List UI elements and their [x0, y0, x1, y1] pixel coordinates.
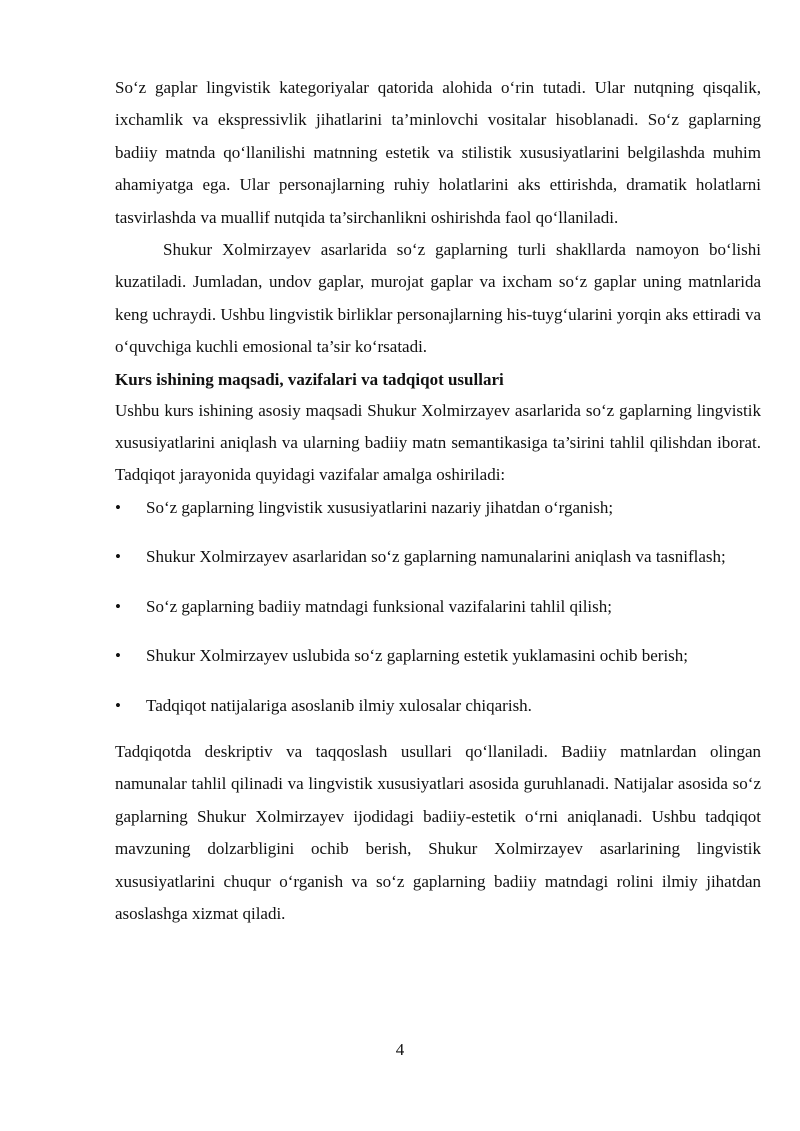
list-item: [115, 492, 761, 524]
section-heading: Kurs ishining maqsadi, vazifalari va tadqiqot usullari: [115, 369, 504, 389]
list-item: [115, 690, 761, 722]
list-item: [115, 640, 761, 672]
intro-paragraph-1: So‘z gaplar lingvistik kategoriyalar qatorida alohida o‘rin tutadi. Ular nutqning qisqalik, ixchamlik va ekspressivlik jihatlarini ta’minlovchi vositalar hisoblanadi. So‘z gaplarning badiiy matnda qo‘llanilishi matnning estetik va stilistik xususiyatlarini belgilashda muhim ahamiyatga ega. Ular personajlarning ruhiy holatlarini aks ettirishda, dramatik holatlarni tasvirlashda va muallif nutqida ta’sirchanlikni oshirishda faol qo‘llaniladi.: [115, 78, 761, 227]
tasks-list: [115, 492, 761, 722]
bullet-icon: •: [115, 497, 121, 517]
list-item-text: So‘z gaplarning lingvistik xususiyatlarini nazariy jihatdan o‘rganish;: [146, 497, 614, 517]
bullet-icon: •: [115, 596, 121, 616]
list-item-text: Shukur Xolmirzayev uslubida so‘z gaplarning estetik yuklamasini ochib berish;: [146, 646, 688, 666]
document-body: [115, 72, 761, 930]
bullet-icon: •: [115, 547, 121, 567]
bullet-icon: •: [115, 646, 121, 666]
list-item-text: Tadqiqot natijalariga asoslanib ilmiy xulosalar chiqarish.: [146, 695, 532, 715]
intro-paragraph-2: Shukur Xolmirzayev asarlarida so‘z gaplarning turli shakllarda namoyon bo‘lishi kuzatiladi. Jumladan, undov gaplar, murojat gaplar va ixcham so‘z gaplar uning matnlarida keng uchraydi. Ushbu lingvistik birliklar personajlarning his-tuyg‘ularini yorqin aks ettiradi va o‘quvchiga kuchli emosional ta’sir ko‘rsatadi.: [115, 240, 761, 357]
list-item: [115, 591, 761, 623]
closing-paragraph: Tadqiqotda deskriptiv va taqqoslash usullari qo‘llaniladi. Badiiy matnlardan olingan namunalar tahlil qilinadi va lingvistik xususiyatlari asosida guruhlanadi. Natijalar asosida so‘z gaplarning Shukur Xolmirzayev ijodidagi badiiy-estetik o‘rni aniqlanadi. Ushbu tadqiqot mavzuning dolzarbligini ochib berish, Shukur Xolmirzayev asarlarining lingvistik xususiyatlarini chuqur o‘rganish va so‘z gaplarning badiiy matndagi rolini ilmiy jihatdan asoslashga xizmat qiladi.: [115, 741, 761, 923]
section-intro-paragraph: Ushbu kurs ishining asosiy maqsadi Shukur Xolmirzayev asarlarida so‘z gaplarning lingvistik xususiyatlarini aniqlash va ularning badiiy matn semantikasiga ta’sirini tahlil qilishdan iborat. Tadqiqot jarayonida quyidagi vazifalar amalga oshiriladi:: [115, 400, 761, 485]
bullet-icon: •: [115, 695, 121, 715]
page-number: 4: [395, 1040, 405, 1059]
list-item-text: Shukur Xolmirzayev asarlaridan so‘z gaplarning namunalarini aniqlash va tasniflash;: [146, 547, 726, 567]
list-item-text: So‘z gaplarning badiiy matndagi funksional vazifalarini tahlil qilish;: [146, 596, 612, 616]
list-item: [115, 541, 761, 573]
